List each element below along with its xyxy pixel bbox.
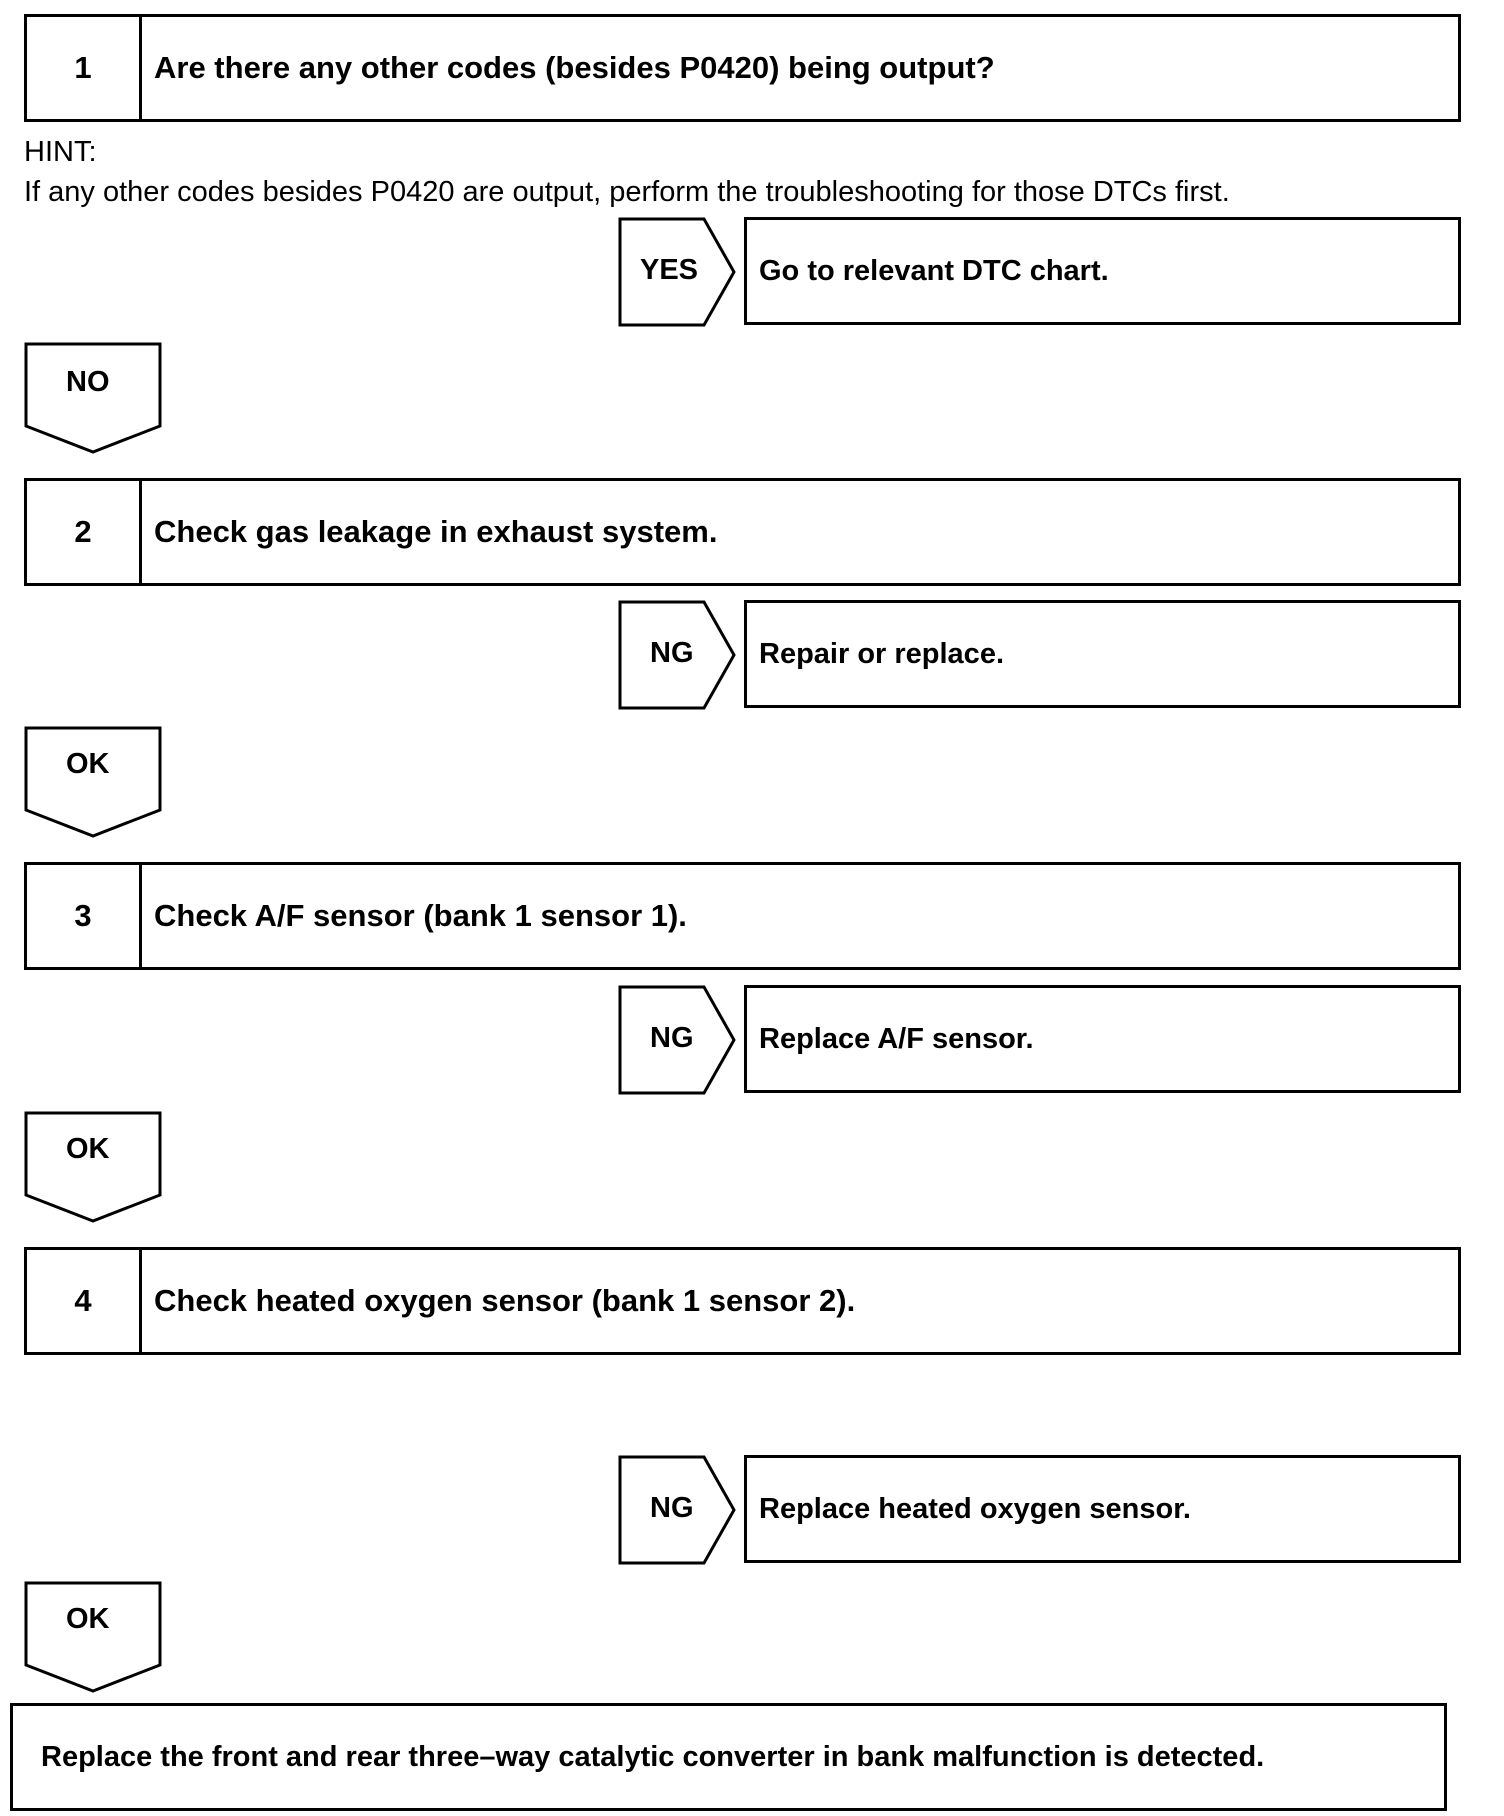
down-arrow-icon (24, 1111, 162, 1223)
branch-1-label: YES (640, 254, 699, 286)
branch-1-arrow (618, 217, 738, 327)
step-3-number: 3 (27, 865, 142, 967)
continue-1-arrow (24, 342, 162, 454)
down-arrow-icon (24, 1581, 162, 1693)
continue-3-label: OK (66, 1133, 110, 1165)
branch-2-arrow (618, 600, 738, 710)
step-3-text: Check A/F sensor (bank 1 sensor 1). (154, 898, 687, 933)
continue-2-arrow (24, 726, 162, 838)
branch-3-arrow (618, 985, 738, 1095)
branch-4-result: Replace heated oxygen sensor. (744, 1455, 1461, 1563)
branch-3-label: NG (650, 1022, 694, 1054)
continue-4-arrow (24, 1581, 162, 1693)
continue-1-label: NO (66, 366, 110, 398)
branch-1-result: Go to relevant DTC chart. (744, 217, 1461, 325)
branch-4-arrow (618, 1455, 738, 1565)
step-1-number: 1 (27, 17, 142, 119)
step-2-box (24, 478, 1461, 586)
branch-3-result: Replace A/F sensor. (744, 985, 1461, 1093)
step-1-box (24, 14, 1461, 122)
step-3-box (24, 862, 1461, 970)
branch-2-label: NG (650, 637, 694, 669)
step-4-text: Check heated oxygen sensor (bank 1 sensor 2). (154, 1283, 856, 1318)
continue-3-arrow (24, 1111, 162, 1223)
final-action-box: Replace the front and rear three–way catalytic converter in bank malfunction is detected. (10, 1703, 1447, 1811)
step-2-number: 2 (27, 481, 142, 583)
step-4-box (24, 1247, 1461, 1355)
step-1-text: Are there any other codes (besides P0420) being output? (154, 50, 995, 85)
hint-label: HINT: (24, 136, 97, 168)
hint-text: If any other codes besides P0420 are output, perform the troubleshooting for those DTCs first. (24, 176, 1230, 208)
continue-2-label: OK (66, 748, 110, 780)
branch-4-label: NG (650, 1492, 694, 1524)
branch-2-result: Repair or replace. (744, 600, 1461, 708)
continue-4-label: OK (66, 1603, 110, 1635)
step-4-number: 4 (27, 1250, 142, 1352)
down-arrow-icon (24, 726, 162, 838)
step-2-text: Check gas leakage in exhaust system. (154, 514, 718, 549)
